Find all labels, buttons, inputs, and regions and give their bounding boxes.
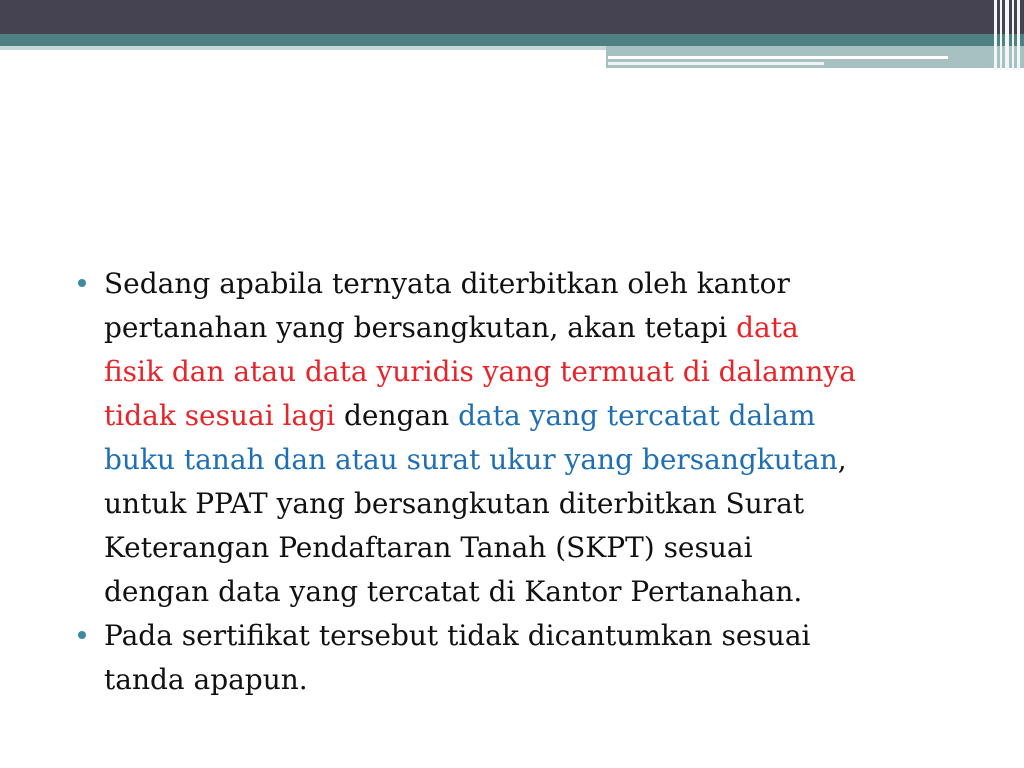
header-accent-line-short [608, 62, 824, 65]
header-teal-band [0, 34, 1024, 46]
text-run: fisik dan atau data yuridis yang termuat di dalamnya [104, 355, 856, 388]
bullet-dot-icon [78, 279, 86, 287]
text-run: Pada sertifikat tersebut tidak dicantumkan sesuai [104, 619, 811, 652]
text-run: Keterangan Pendaftaran Tanah (SKPT) sesuai [104, 531, 753, 564]
text-run: dengan data yang tercatat di Kantor Pertanahan. [104, 575, 803, 608]
bullet-line [104, 262, 976, 306]
slide-body [76, 262, 976, 702]
bullet-line [104, 306, 976, 350]
bullet-item [76, 262, 976, 614]
text-run: data [736, 311, 799, 344]
text-run: dengan [335, 399, 459, 432]
text-run: , [837, 443, 847, 476]
header-dark-band [0, 0, 1024, 34]
bullet-line [104, 350, 976, 394]
bullet-line [104, 658, 976, 702]
bullet-line [104, 570, 976, 614]
bullet-item [76, 614, 976, 702]
text-run: buku tanah dan atau surat ukur yang bersangkutan [104, 443, 838, 476]
text-run: tanda apapun. [104, 663, 308, 696]
bullet-line [104, 526, 976, 570]
bullet-line [104, 614, 976, 658]
bullet-dot-icon [78, 631, 86, 639]
text-run: data yang tercatat dalam [458, 399, 816, 432]
text-run: Sedang apabila ternyata diterbitkan oleh kantor [104, 267, 790, 300]
bullet-line [104, 438, 976, 482]
text-run: pertanahan yang bersangkutan, akan tetapi [104, 311, 737, 344]
bullet-line [104, 394, 976, 438]
bullet-line [104, 482, 976, 526]
text-run: tidak sesuai lagi [104, 399, 336, 432]
text-run: untuk PPAT yang bersangkutan diterbitkan Surat [104, 487, 805, 520]
header-accent-line [608, 56, 948, 59]
header-vertical-stripes [990, 0, 1024, 70]
